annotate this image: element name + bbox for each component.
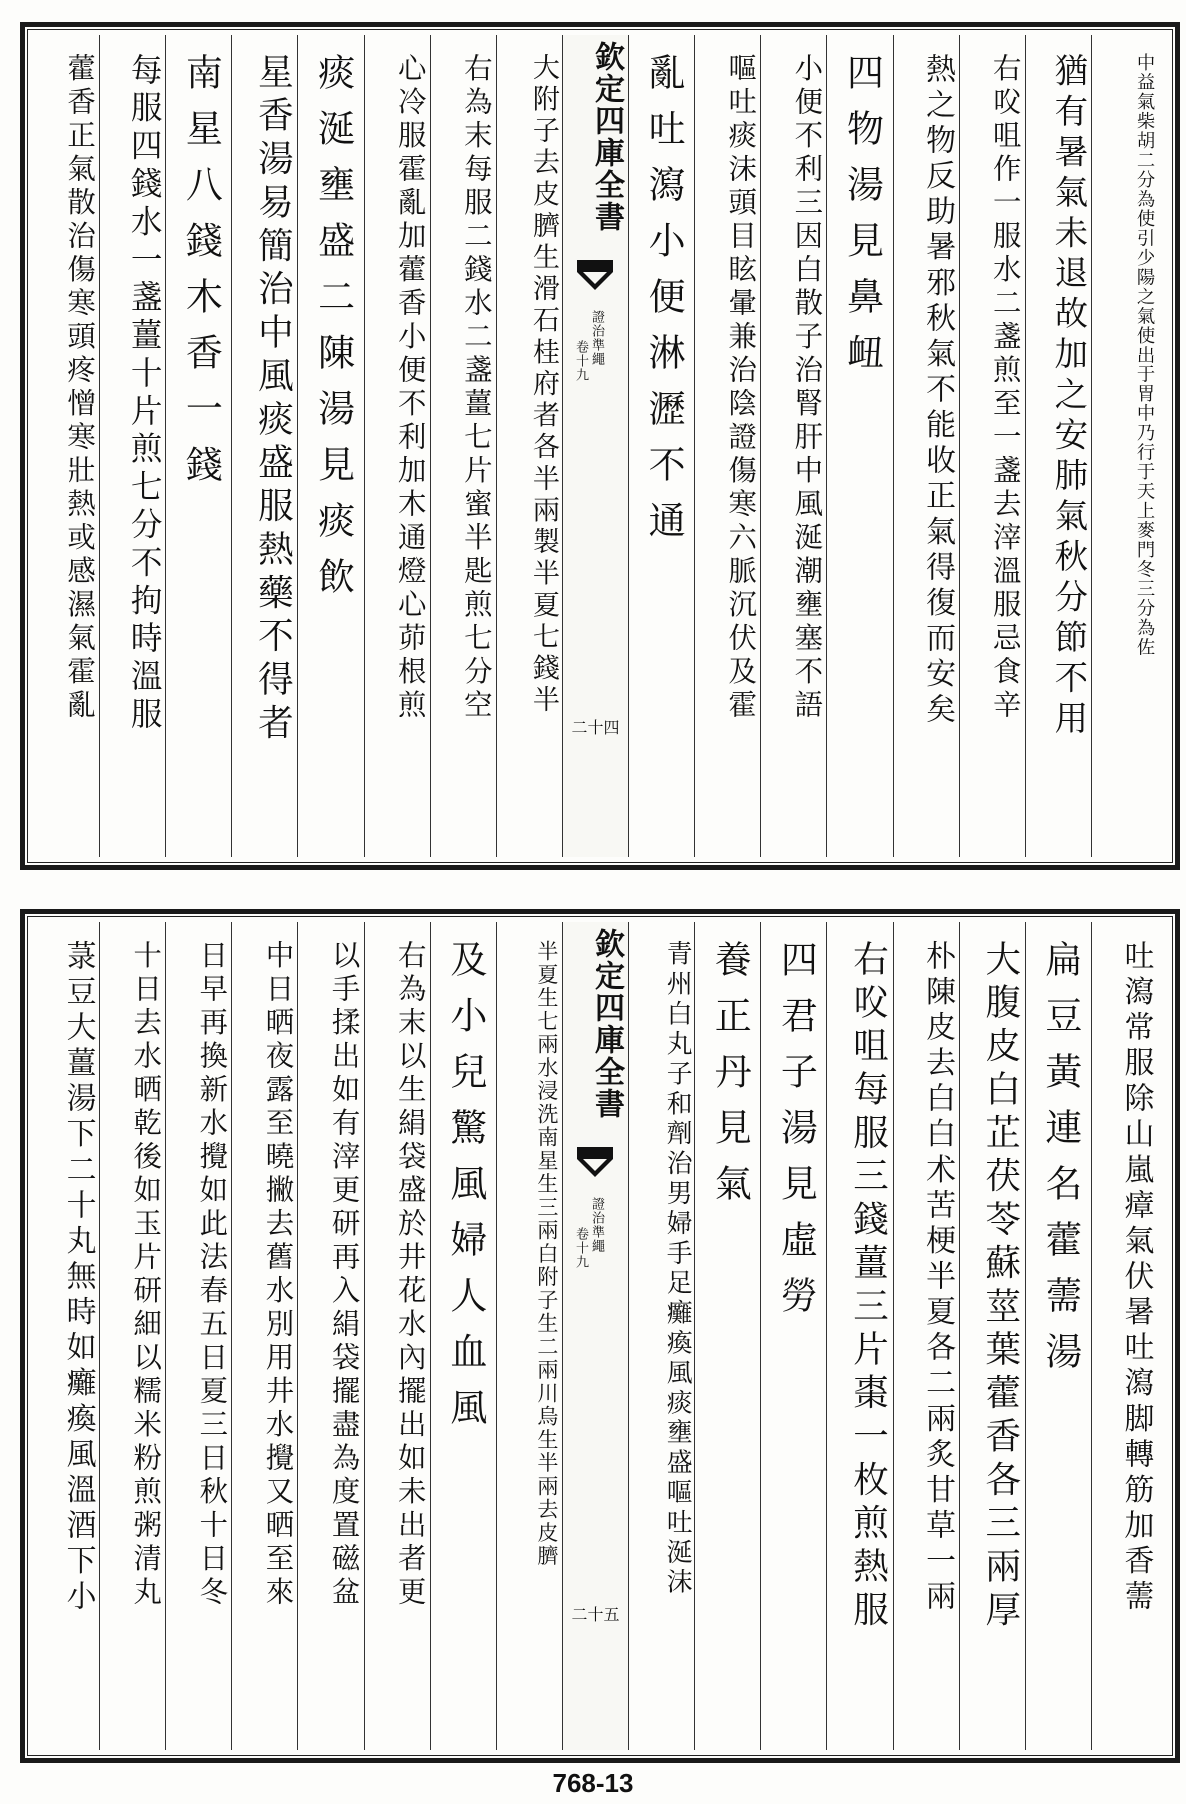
text-column (496, 922, 562, 1750)
leaf-number: 二十五 (571, 1605, 620, 1624)
book-subtitle: 證治準繩 (588, 1197, 604, 1253)
column-text: 十日去水晒乾後如玉片研細以糯米粉煎粥清丸 (129, 940, 163, 1610)
column-text: 日早再換新水攪如此法春五日夏三日秋十日冬 (195, 940, 229, 1610)
text-column (33, 35, 99, 857)
text-column (231, 35, 297, 857)
text-column (1091, 922, 1157, 1750)
text-column (99, 35, 165, 857)
column-text: 右為末每服二錢水二盞薑七片蜜半匙煎七分空 (459, 53, 493, 723)
text-column (893, 922, 959, 1750)
fishtail-mark-icon (575, 260, 615, 300)
text-column (364, 35, 430, 857)
text-column (33, 922, 99, 1750)
text-column (893, 35, 959, 857)
column-text: 中日晒夜露至曉撇去舊水別用井水攪又晒至來 (261, 940, 295, 1610)
column-text: 菉豆大薑湯下二十丸無時如癱瘓風溫酒下小 (61, 940, 97, 1616)
column-text: 吐瀉常服除山嵐瘴氣伏暑吐瀉脚轉筋加香薷 (1118, 940, 1154, 1616)
text-column (826, 35, 892, 857)
text-column (694, 35, 760, 857)
text-column (165, 922, 231, 1750)
text-column (231, 922, 297, 1750)
text-column (760, 922, 826, 1750)
text-column (99, 922, 165, 1750)
text-column (165, 35, 231, 857)
text-column (760, 35, 826, 857)
collection-title: 欽定四庫全書 (589, 41, 625, 233)
text-column (628, 35, 694, 857)
fishtail-mark-icon (575, 1147, 615, 1187)
column-text: 右㕮咀作一服水二盞煎至一盞去滓溫服忌食辛 (988, 53, 1022, 723)
column-text: 南星八錢木香一錢 (179, 53, 223, 501)
text-column (1091, 35, 1157, 857)
column-text: 亂吐瀉小便淋瀝不通 (642, 53, 686, 557)
column-text: 以手揉出如有滓更研再入絹袋擺盡為度置磁盆 (327, 940, 361, 1610)
column-text: 熱之物反助暑邪秋氣不能收正氣得復而安矣 (920, 53, 956, 729)
text-column (628, 922, 694, 1750)
column-text: 中益氣柴胡二分為使引少陽之氣使出于胃中乃行于天上麥門冬三分為佐 (1133, 53, 1155, 657)
column-text: 心冷服霍亂加藿香小便不利加木通燈心茆根煎 (393, 53, 427, 723)
text-column (1025, 922, 1091, 1750)
text-column (1025, 35, 1091, 857)
text-column (430, 35, 496, 857)
text-column (826, 922, 892, 1750)
text-column (364, 922, 430, 1750)
column-text: 青州白丸子和劑治男婦手足癱瘓風痰壅盛嘔吐涎沫 (662, 940, 693, 1598)
column-text: 及小兒驚風婦人血風 (443, 940, 487, 1444)
column-text: 右為末以生絹袋盛於井花水內擺出如未出者更 (393, 940, 427, 1610)
column-text: 大附子去皮臍生滑石桂府者各半兩製半夏七錢半 (527, 53, 559, 717)
column-text: 小便不利三因白散子治腎肝中風涎潮壅塞不語 (790, 53, 824, 723)
column-text: 嘔吐痰沫頭目眩暈兼治陰證傷寒六脈沉伏及霍 (724, 53, 758, 723)
book-subtitle: 證治準繩 (588, 310, 604, 366)
column-text: 朴陳皮去白白术苦梗半夏各二兩炙甘草一兩 (920, 940, 956, 1616)
text-column (694, 922, 760, 1750)
bottom-text-columns (33, 922, 1167, 1750)
page-number: 768-13 (552, 1768, 634, 1798)
center-margin-column (562, 35, 628, 857)
column-text: 痰涎壅盛二陳湯見痰飲 (311, 53, 355, 613)
column-text: 四物湯見鼻衄 (840, 53, 884, 389)
column-text: 右㕮咀每服三錢薑三片棗一枚煎熱服 (847, 940, 889, 1634)
bottom-page-panel (20, 909, 1180, 1763)
column-text: 猶有暑氣未退故加之安肺氣秋分節不用 (1048, 53, 1088, 741)
text-column (496, 35, 562, 857)
volume-label: 卷十九 (572, 1227, 588, 1269)
top-text-columns (33, 35, 1167, 857)
text-column (297, 35, 363, 857)
column-text: 半夏生七兩水浸洗南星生三兩白附子生二兩川烏生半兩去皮臍 (534, 940, 560, 1568)
column-text: 星香湯易簡治中風痰盛服熱藥不得者 (252, 53, 294, 747)
center-margin-column (562, 922, 628, 1750)
text-column (959, 35, 1025, 857)
column-text: 藿香正氣散治傷寒頭疼憎寒壯熱或感濕氣霍亂 (63, 53, 97, 723)
text-column (959, 922, 1025, 1750)
column-text: 每服四錢水一盞薑十片煎七分不拘時溫服 (126, 53, 163, 735)
text-column (430, 922, 496, 1750)
column-text: 大腹皮白芷茯苓蘇莖葉藿香各三兩厚 (979, 940, 1021, 1634)
leaf-number: 二十四 (571, 718, 620, 737)
collection-title: 欽定四庫全書 (589, 928, 625, 1120)
volume-label: 卷十九 (572, 340, 588, 382)
column-text: 扁豆黃連名藿薷湯 (1038, 940, 1082, 1388)
text-column (297, 922, 363, 1750)
top-page-panel (20, 22, 1180, 870)
column-text: 四君子湯見虛勞 (774, 940, 818, 1332)
column-text: 養正丹見氣 (708, 940, 752, 1220)
